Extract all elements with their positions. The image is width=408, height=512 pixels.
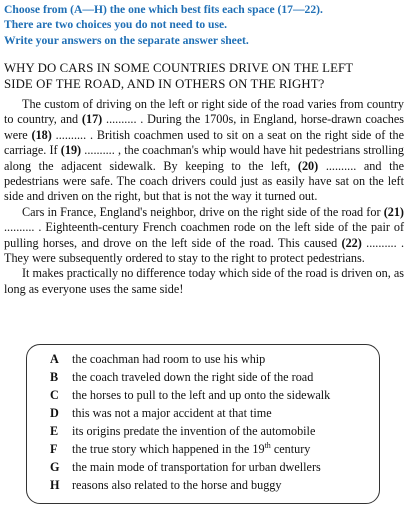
- superscript: th: [264, 440, 271, 450]
- title-line: SIDE OF THE ROAD, AND IN OTHERS ON THE RIGHT?: [4, 77, 325, 91]
- option-text: the main mode of transportation for urban dwellers: [72, 460, 321, 474]
- gap-19: (19): [60, 143, 82, 158]
- option-letter: F: [50, 442, 58, 456]
- paragraph-3: It makes practically no difference today which side of the road is driven on, as long as everyone uses the same side!: [4, 266, 404, 296]
- option-text: reasons also related to the horse and buggy: [72, 478, 282, 492]
- option-letter: D: [50, 406, 59, 420]
- gap-20: (20): [297, 158, 319, 173]
- title-line: WHY DO CARS IN SOME COUNTRIES DRIVE ON THE LEFT: [4, 61, 354, 75]
- instruction-line: Write your answers on the separate answer sheet.: [4, 33, 249, 47]
- option-letter: B: [50, 370, 59, 384]
- paragraph-1: [4, 97, 404, 205]
- text-run: .......... . During the 1700s, in England, horse-drawn coaches were: [4, 112, 404, 142]
- options-box: [26, 344, 380, 504]
- text-run: .......... , the coachman's whip would have hit pedestrians strolling along the adjacent sidewalk. By keeping to the left,: [4, 143, 404, 173]
- option-e: [50, 423, 315, 439]
- option-g: [50, 459, 321, 475]
- gap-21: (21): [383, 204, 404, 219]
- option-text: the coach traveled down the right side of the road: [72, 370, 314, 384]
- task-instructions: [4, 2, 404, 48]
- option-letter: C: [50, 388, 59, 402]
- option-c: [50, 387, 330, 403]
- text-run: .......... . They were subsequently ordered to stay to the right to protect pedestrians.: [4, 235, 404, 266]
- option-a: [50, 351, 265, 367]
- text-run: .......... . British coachmen used to sit on a seat on the right side of the carriage. If: [4, 127, 404, 158]
- text-run: .......... . Eighteenth-century French coachmen rode on the left side of the pair of pulling horses, and drove on the left side of the road. This caused: [4, 220, 404, 250]
- option-b: [50, 369, 313, 385]
- option-text-tail: century: [270, 442, 311, 456]
- paragraph-2: [4, 205, 404, 267]
- option-text: the coachman had room to use his whip: [72, 352, 266, 366]
- instruction-line: There are two choices you do not need to use.: [4, 18, 228, 32]
- option-text: the true story which happened in the 19: [72, 442, 265, 456]
- passage-body: [4, 97, 404, 297]
- option-text: the horses to pull to the left and up onto the sidewalk: [72, 388, 331, 402]
- gap-22: (22): [341, 235, 362, 250]
- gap-17: (17): [81, 112, 103, 127]
- option-letter: G: [50, 460, 60, 474]
- option-d: [50, 405, 272, 421]
- option-f: [50, 441, 310, 457]
- option-letter: H: [50, 478, 60, 492]
- instruction-line: Choose from (A—H) the one which best fits each space (17—22).: [4, 3, 323, 16]
- option-h: [50, 477, 282, 493]
- text-run: The custom of driving on the left or right side of the road varies from country to country, and: [4, 97, 404, 127]
- option-letter: A: [50, 352, 59, 366]
- gap-18: (18): [31, 127, 52, 142]
- option-letter: E: [50, 424, 59, 438]
- option-text: this was not a major accident at that time: [72, 406, 272, 420]
- option-text: its origins predate the invention of the automobile: [72, 424, 316, 438]
- text-run: .......... and the pedestrians were safe. The coach drivers could just as easily have sat on the left side and driven on the right, but that is not the way it turned out.: [4, 158, 404, 204]
- passage-title: [4, 60, 406, 92]
- text-run: Cars in France, England's neighbor, drive on the right side of the road for: [22, 204, 384, 219]
